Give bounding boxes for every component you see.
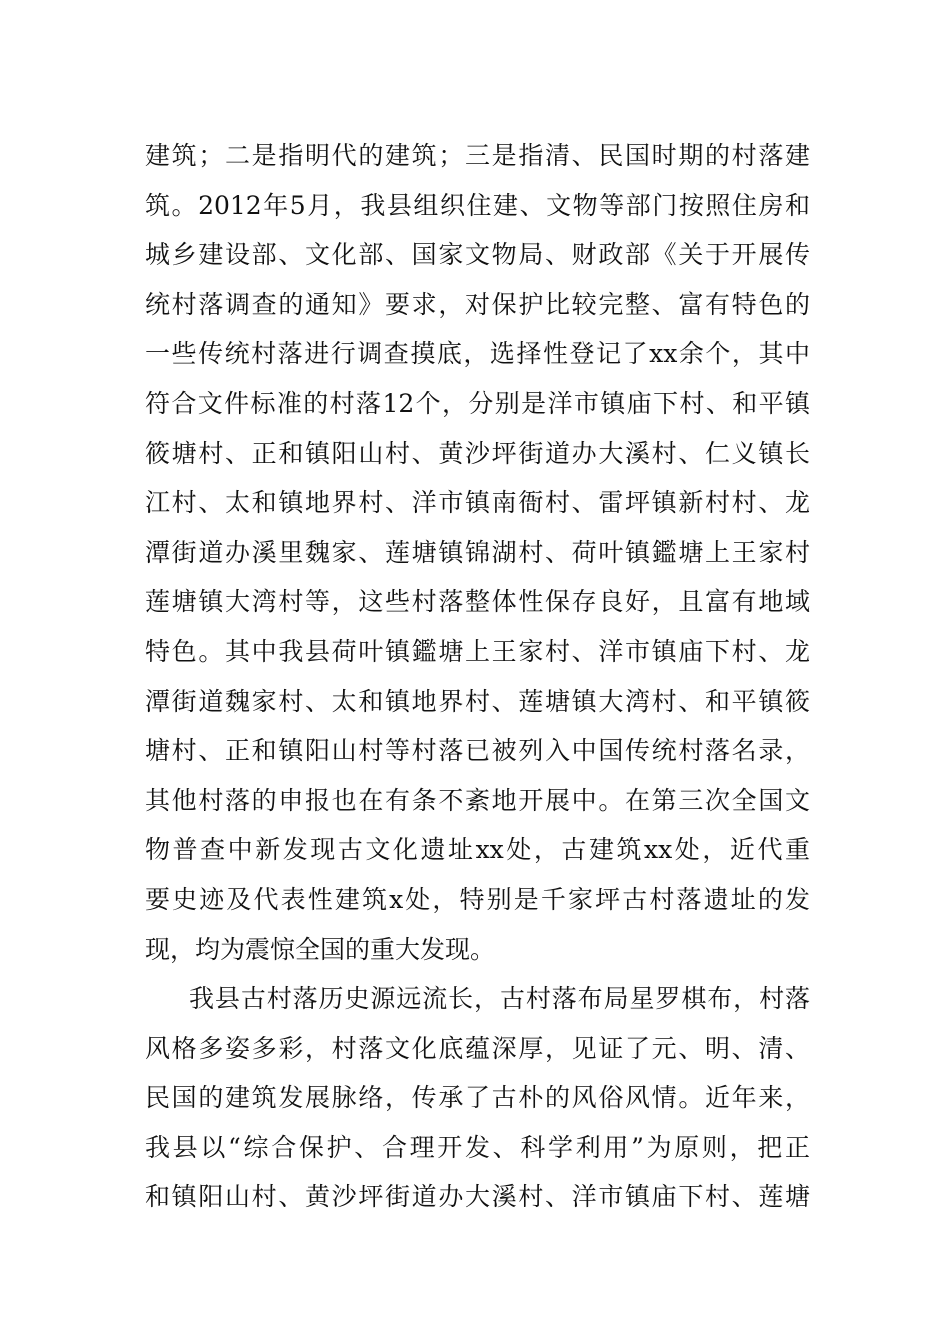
text-line: 要史迹及代表性建筑x处，特别是千家坪古村落遗址的发 — [145, 884, 810, 914]
text-line: 和镇阳山村、黄沙坪街道办大溪村、洋市镇庙下村、莲塘 — [145, 1182, 810, 1212]
text-line: 风格多姿多彩，村落文化底蕴深厚，见证了元、明、清、 — [145, 1033, 810, 1063]
text-line: 现，均为震惊全国的重大发现。 — [145, 934, 496, 964]
text-line: 我县古村落历史源远流长，古村落布局星罗棋布，村落 — [189, 984, 810, 1014]
text-line: 城乡建设部、文化部、国家文物局、财政部《关于开展传 — [145, 240, 810, 270]
text-line: 特色。其中我县荷叶镇鑑塘上王家村、洋市镇庙下村、龙 — [145, 636, 810, 666]
text-line: 潭街道魏家村、太和镇地界村、莲塘镇大湾村、和平镇筱 — [145, 686, 810, 716]
text-line: 其他村落的申报也在有条不紊地开展中。在第三次全国文 — [145, 785, 810, 815]
body-text — [145, 131, 810, 1222]
text-line: 江村、太和镇地界村、洋市镇南衙村、雷坪镇新村村、龙 — [145, 488, 810, 518]
text-line: 塘村、正和镇阳山村等村落已被列入中国传统村落名录， — [145, 736, 810, 766]
text-line: 统村落调查的通知》要求，对保护比较完整、富有特色的 — [145, 289, 810, 319]
text-line: 一些传统村落进行调查摸底，选择性登记了xx余个，其中 — [145, 339, 810, 369]
text-line: 潭街道办溪里魏家、莲塘镇锦湖村、荷叶镇鑑塘上王家村 — [145, 537, 810, 567]
paragraph-2 — [145, 974, 810, 1222]
paragraph-1 — [145, 131, 810, 974]
text-line: 建筑；二是指明代的建筑；三是指清、民国时期的村落建 — [145, 141, 810, 170]
text-line: 民国的建筑发展脉络，传承了古朴的风俗风情。近年来， — [145, 1083, 810, 1113]
text-line: 我县以“综合保护、合理开发、科学利用”为原则，把正 — [145, 1132, 810, 1162]
text-line: 符合文件标准的村落12个，分别是洋市镇庙下村、和平镇 — [145, 388, 810, 418]
text-line: 筱塘村、正和镇阳山村、黄沙坪街道办大溪村、仁义镇长 — [145, 438, 810, 468]
text-line: 物普查中新发现古文化遗址xx处，古建筑xx处，近代重 — [145, 835, 810, 865]
text-line: 筑。2012年5月，我县组织住建、文物等部门按照住房和 — [145, 190, 810, 220]
text-line: 莲塘镇大湾村等，这些村落整体性保存良好，且富有地域 — [145, 587, 810, 617]
